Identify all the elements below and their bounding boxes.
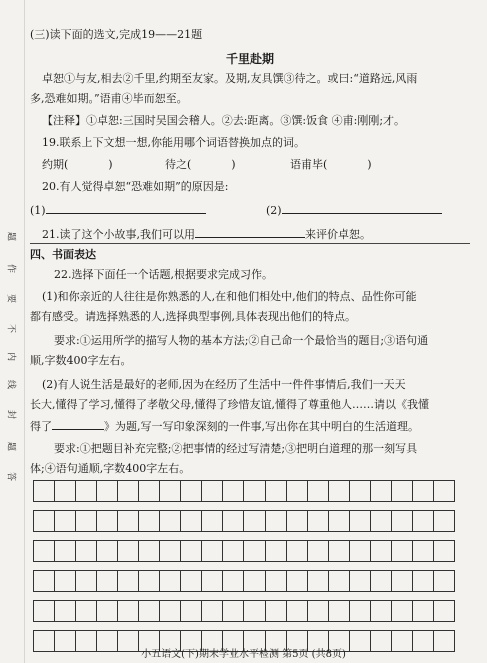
option-1-line-2: 都有感受。请选择熟悉的人,选择典型事例,具体表现出他们的特点。 [30,310,356,323]
grid-cell[interactable] [202,571,223,591]
margin-char: 题 [5,441,16,451]
grid-cell[interactable] [139,511,160,531]
grid-cell[interactable] [392,601,413,621]
grid-cell[interactable] [244,541,265,561]
grid-cell[interactable] [413,511,434,531]
requirement-2-line-2: 体;④语句通顺,字数400字左右。 [30,462,191,475]
grid-cell[interactable] [118,601,139,621]
passage-line-2: 多,恐难如期。”语甫④毕而恕至。 [30,92,188,105]
q19-label: 语甫毕( [290,158,328,171]
grid-cell[interactable] [160,601,181,621]
grid-cell[interactable] [350,571,371,591]
grid-cell[interactable] [244,571,265,591]
grid-cell[interactable] [434,481,454,501]
grid-cell[interactable] [350,601,371,621]
q21-answer-line[interactable] [195,226,305,238]
grid-cell[interactable] [392,481,413,501]
grid-row[interactable] [33,600,455,622]
grid-cell[interactable] [223,601,244,621]
grid-cell[interactable] [160,511,181,531]
grid-cell[interactable] [371,541,392,561]
grid-cell[interactable] [76,511,97,531]
grid-cell[interactable] [392,541,413,561]
q20-answer-line[interactable] [282,202,442,214]
grid-cell[interactable] [308,571,329,591]
grid-cell[interactable] [181,601,202,621]
grid-cell[interactable] [139,541,160,561]
margin-char: 封 [5,409,16,419]
grid-row[interactable] [33,570,455,592]
grid-row[interactable] [33,540,455,562]
grid-cell[interactable] [118,571,139,591]
grid-cell[interactable] [139,601,160,621]
option-2-line-1: (2)有人说生活是最好的老师,因为在经历了生活中一件件事情后,我们一天天 [42,378,406,391]
grid-cell[interactable] [413,601,434,621]
grid-cell[interactable] [97,541,118,561]
question-22: 22.选择下面任一个话题,根据要求完成习作。 [54,268,273,281]
grid-cell[interactable] [223,571,244,591]
grid-cell[interactable] [34,511,55,531]
question-19: 19.联系上下文想一想,你能用哪个词语替换加点的词。 [42,136,305,149]
grid-cell[interactable] [223,541,244,561]
q19-label: 约期( [42,158,69,171]
grid-cell[interactable] [118,541,139,561]
grid-cell[interactable] [76,601,97,621]
requirement-1-line-1: 要求:①运用所学的描写人物的基本方法;②自己命一个最恰当的题目;③语句通 [54,334,429,347]
passage-note: 【注释】①卓恕:三国时吴国会稽人。②去:距离。③馔:饭食 ④甫:刚刚;才。 [42,114,406,127]
grid-cell[interactable] [308,541,329,561]
grid-cell[interactable] [371,601,392,621]
q20-answer-line[interactable] [46,202,206,214]
grid-cell[interactable] [266,511,287,531]
margin-char: 作 [5,263,16,273]
grid-cell[interactable] [55,601,76,621]
q19-item-3 [290,158,372,172]
grid-cell[interactable] [97,511,118,531]
margin-char: 要 [5,293,16,303]
section-4-heading: 四、书面表达 [30,248,96,261]
grid-cell[interactable] [55,511,76,531]
grid-cell[interactable] [34,601,55,621]
margin-char: 不 [5,323,16,333]
grid-cell[interactable] [160,541,181,561]
margin-char: 内 [5,351,16,361]
grid-cell[interactable] [350,481,371,501]
q19-item-1 [42,158,113,172]
grid-cell[interactable] [308,481,329,501]
grid-cell[interactable] [350,511,371,531]
grid-cell[interactable] [266,601,287,621]
margin-char: 答 [5,471,16,481]
grid-row[interactable] [33,510,455,532]
question-20: 20.有人觉得卓恕“恐难如期”的原因是: [42,180,229,193]
q19-close: ) [367,158,372,171]
grid-cell[interactable] [181,481,202,501]
grid-cell[interactable] [287,511,308,531]
binding-margin [0,0,25,663]
requirement-1-line-2: 顺,字数400字左右。 [30,354,132,367]
grid-cell[interactable] [118,511,139,531]
grid-cell[interactable] [329,601,350,621]
grid-cell[interactable] [34,481,55,501]
q19-close: ) [231,158,236,171]
grid-cell[interactable] [434,571,454,591]
grid-cell[interactable] [434,601,454,621]
grid-cell[interactable] [434,511,454,531]
grid-cell[interactable] [329,511,350,531]
grid-cell[interactable] [34,541,55,561]
option-2-line-3 [30,418,419,434]
grid-cell[interactable] [97,571,118,591]
grid-cell[interactable] [329,481,350,501]
option-2-text: 》为题,写一写印象深刻的一件事,写出你在其中明白的生活道理。 [104,420,419,433]
grid-cell[interactable] [413,571,434,591]
grid-cell[interactable] [118,481,139,501]
grid-cell[interactable] [329,571,350,591]
grid-cell[interactable] [266,481,287,501]
margin-char: 题 [5,231,16,241]
grid-cell[interactable] [392,571,413,591]
q20-blank-2 [266,202,442,218]
grid-cell[interactable] [223,481,244,501]
grid-cell[interactable] [244,601,265,621]
grid-cell[interactable] [76,571,97,591]
grid-cell[interactable] [223,511,244,531]
section-divider [30,243,470,244]
page-footer: 小五语文(下)期末学业水平检测 第5页 (共8页) [141,649,346,660]
grid-cell[interactable] [392,511,413,531]
grid-cell[interactable] [266,571,287,591]
passage-title: 千里赴期 [225,52,274,66]
q19-item-2 [165,158,236,172]
q19-label: 待之( [165,158,192,171]
grid-cell[interactable] [244,511,265,531]
q21-text: 来评价卓恕。 [305,228,371,241]
grid-cell[interactable] [308,601,329,621]
grid-cell[interactable] [97,601,118,621]
grid-cell[interactable] [434,541,454,561]
q21-text: 21.读了这个小故事,我们可以用 [42,228,195,241]
grid-cell[interactable] [34,571,55,591]
grid-cell[interactable] [350,541,371,561]
grid-cell[interactable] [244,481,265,501]
grid-row[interactable] [33,480,455,502]
q20-label: (1) [30,204,46,217]
grid-cell[interactable] [413,481,434,501]
grid-cell[interactable] [76,481,97,501]
question-21 [42,226,371,242]
grid-cell[interactable] [55,571,76,591]
grid-cell[interactable] [139,481,160,501]
grid-cell[interactable] [413,541,434,561]
grid-cell[interactable] [202,541,223,561]
grid-cell[interactable] [287,601,308,621]
grid-cell[interactable] [287,481,308,501]
grid-cell[interactable] [202,511,223,531]
option-1-line-1: (1)和你亲近的人往往是你熟悉的人,在和他们相处中,他们的特点、品性你可能 [42,290,417,303]
q20-blank-1 [30,202,206,218]
grid-cell[interactable] [76,541,97,561]
margin-char: 线 [5,379,16,389]
grid-cell[interactable] [266,541,287,561]
grid-cell[interactable] [160,481,181,501]
grid-cell[interactable] [55,541,76,561]
grid-cell[interactable] [287,571,308,591]
option-2-line-2: 长大,懂得了学习,懂得了孝敬父母,懂得了珍惜友谊,懂得了尊重他人……请以《我懂 [30,398,429,411]
grid-cell[interactable] [308,511,329,531]
q19-close: ) [108,158,113,171]
grid-cell[interactable] [55,481,76,501]
grid-cell[interactable] [329,541,350,561]
grid-cell[interactable] [181,571,202,591]
title-fill-line[interactable] [52,418,104,430]
grid-cell[interactable] [371,511,392,531]
grid-cell[interactable] [139,571,160,591]
grid-cell[interactable] [181,541,202,561]
grid-cell[interactable] [97,481,118,501]
grid-cell[interactable] [202,481,223,501]
grid-cell[interactable] [181,511,202,531]
grid-cell[interactable] [371,481,392,501]
grid-cell[interactable] [160,571,181,591]
grid-cell[interactable] [371,571,392,591]
grid-cell[interactable] [287,541,308,561]
passage-line-1: 卓恕①与友,相去②千里,约期至友家。及期,友具馔③待之。或曰:“道路远,风雨 [42,72,418,85]
section-3-heading: (三)读下面的选文,完成19——21题 [30,28,203,41]
grid-cell[interactable] [202,601,223,621]
requirement-2-line-1: 要求:①把题目补充完整;②把事情的经过写清楚;③把明白道理的那一刻写具 [54,442,418,455]
option-2-text: 得了 [30,420,52,433]
q20-label: (2) [266,204,282,217]
